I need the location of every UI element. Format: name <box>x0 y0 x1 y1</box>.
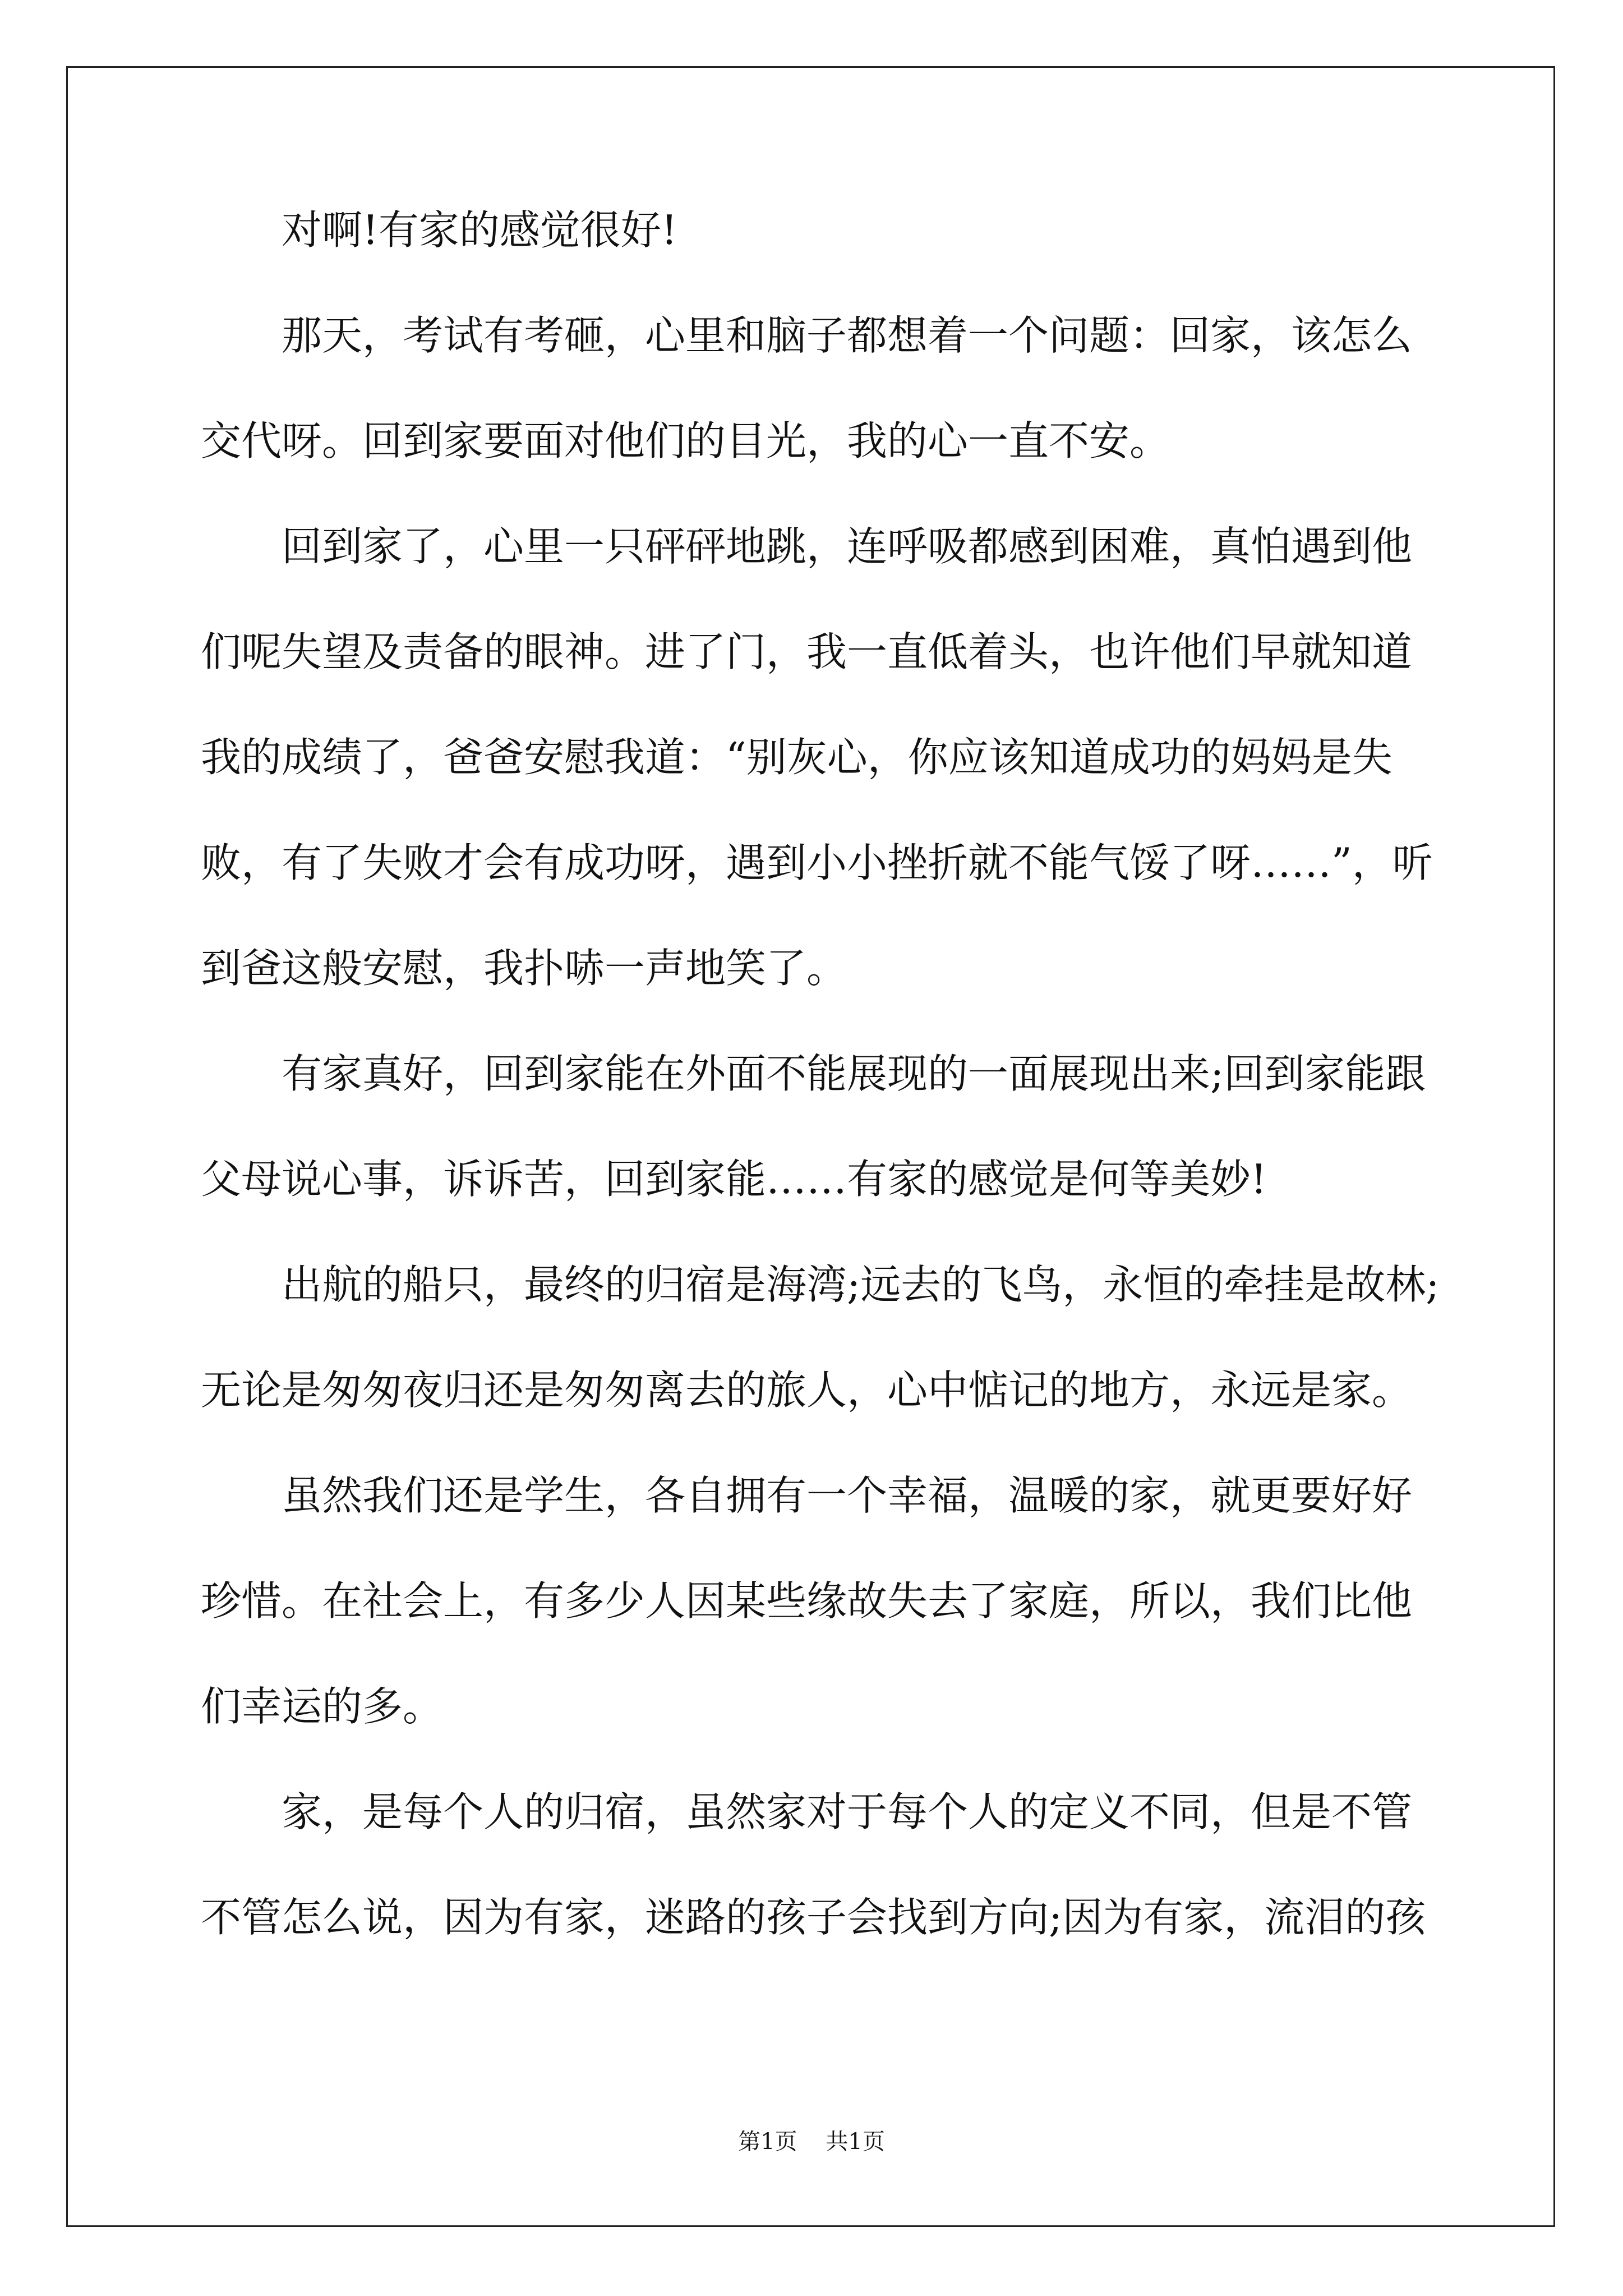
paragraph-line: 败，有了失败才会有成功呀，遇到小小挫折就不能气馁了呀……”，听 <box>201 839 1433 886</box>
paragraph-line: 无论是匆匆夜归还是匆匆离去的旅人，心中惦记的地方，永远是家。 <box>201 1366 1413 1414</box>
paragraph-line: 交代呀。回到家要面对他们的目光，我的心一直不安。 <box>201 417 1170 464</box>
paragraph-line: 我的成绩了，爸爸安慰我道：“别灰心，你应该知道成功的妈妈是失 <box>201 734 1393 781</box>
paragraph-line: 珍惜。在社会上，有多少人因某些缘故失去了家庭，所以，我们比他 <box>201 1577 1413 1625</box>
paragraph-line: 对啊!有家的感觉很好! <box>282 206 677 254</box>
paragraph-line: 出航的船只，最终的归宿是海湾;远去的飞鸟，永恒的牵挂是故林; <box>282 1261 1440 1308</box>
paragraph-line: 那天，考试有考砸，心里和脑子都想着一个问题：回家，该怎么 <box>282 312 1413 359</box>
paragraph-line: 们呢失望及责备的眼神。进了门，我一直低着头，也许他们早就知道 <box>201 628 1413 675</box>
paragraph-line: 不管怎么说，因为有家，迷路的孩子会找到方向;因为有家，流泪的孩 <box>201 1894 1426 1941</box>
paragraph-line: 们幸运的多。 <box>201 1683 444 1730</box>
paragraph-line: 家，是每个人的归宿，虽然家对于每个人的定义不同，但是不管 <box>282 1788 1413 1835</box>
page-number-footer: 第1页 共1页 <box>738 2129 885 2155</box>
paragraph-line: 回到家了，心里一只砰砰地跳，连呼吸都感到困难，真怕遇到他 <box>282 523 1413 570</box>
paragraph-line: 父母说心事，诉诉苦，回到家能……有家的感觉是何等美妙! <box>201 1156 1267 1203</box>
paragraph-line: 虽然我们还是学生，各自拥有一个幸福，温暖的家，就更要好好 <box>282 1472 1413 1519</box>
paragraph-line: 有家真好，回到家能在外面不能展现的一面展现出来;回到家能跟 <box>282 1050 1426 1097</box>
paragraph-line: 到爸这般安慰，我扑哧一声地笑了。 <box>201 945 847 992</box>
